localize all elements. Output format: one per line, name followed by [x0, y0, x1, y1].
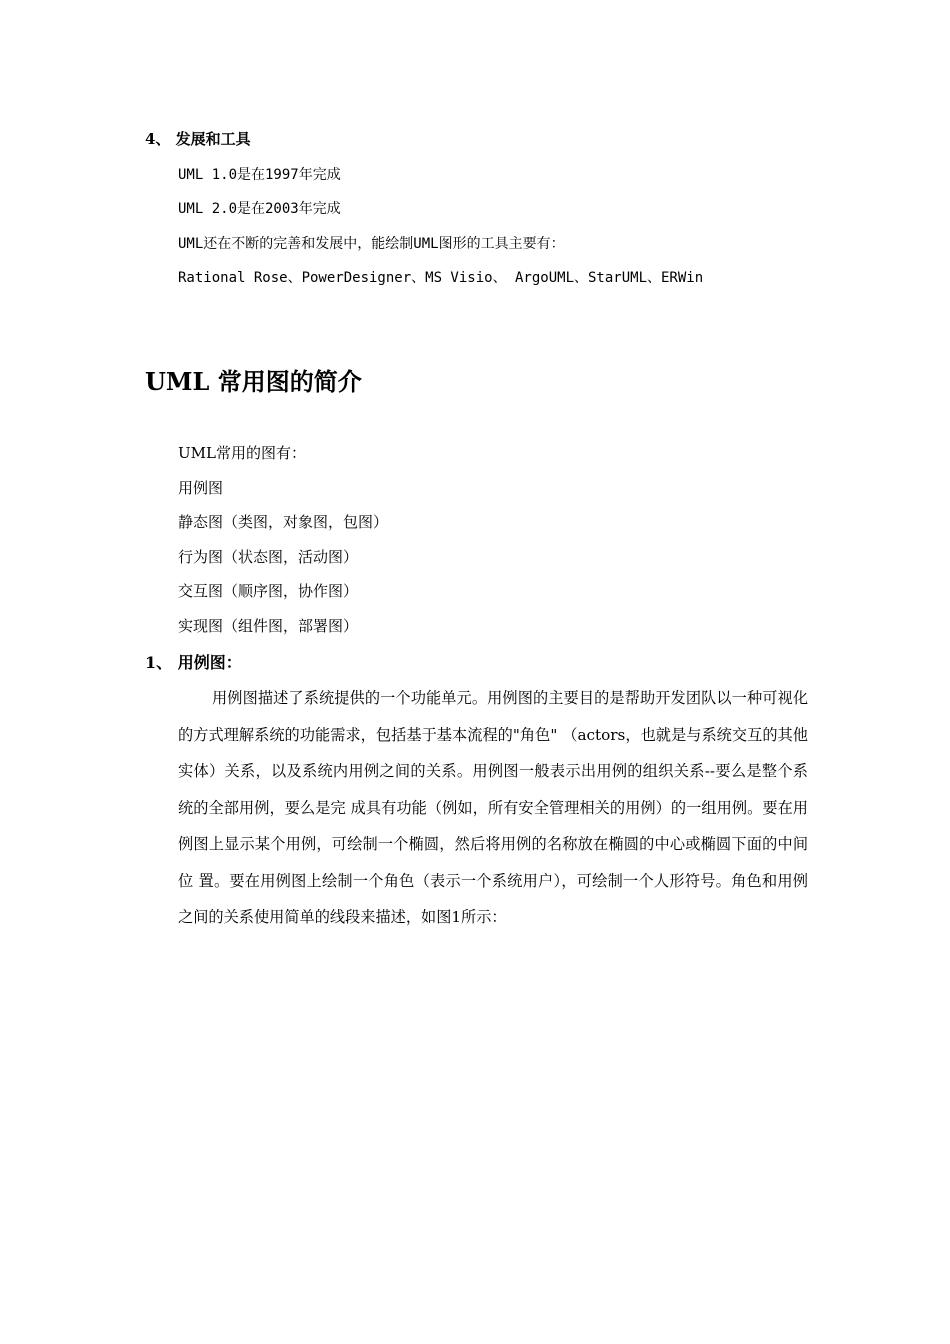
diagram-item-interaction: 交互图（顺序图，协作图）	[178, 582, 359, 600]
tools-list-line: Rational Rose、PowerDesigner、MS Visio、 ArgoUML、StarUML、ERWin	[178, 270, 704, 286]
tools-intro-line: UML还在不断的完善和发展中，能绘制UML图形的工具主要有：	[178, 236, 565, 252]
use-case-paragraph: 用例图描述了系统提供的一个功能单元。用例图的主要目的是帮助开发团队以一种可视化的方式理解系统的功能需求，包括基于基本流程的"角色" （actors，也就是与系统交互的其他实体）关系，以及系统内用例之间的关系。用例图一般表示出用例的组织关系--要么是整个系统的全部用例，要么是完 成具有功能（例如，所有安全管理相关的用例）的一组用例。要在用例图上显示某个用例，可绘制一个椭圆，然后将用例的名称放在椭圆的中心或椭圆下面的中间位 置。要在用例图上绘制一个角色（表示一个系统用户），可绘制一个人形符号。角色和用例之间的关系使用简单的线段来描述，如图1所示：	[178, 689, 808, 926]
diagram-item-behavior: 行为图（状态图，活动图）	[178, 548, 359, 566]
uml-1-0-line: UML 1.0是在1997年完成	[178, 167, 341, 183]
use-case-heading: 1、 用例图：	[145, 653, 242, 672]
diagram-item-use-case: 用例图	[178, 479, 224, 497]
section-heading-development-tools: 4、 发展和工具	[145, 130, 251, 148]
diagram-item-static: 静态图（类图，对象图，包图）	[178, 513, 389, 531]
diagram-list-intro: UML常用的图有：	[178, 444, 306, 462]
page-title: UML 常用图的简介	[145, 367, 362, 396]
uml-2-0-line: UML 2.0是在2003年完成	[178, 201, 341, 217]
diagram-item-implementation: 实现图（组件图，部署图）	[178, 617, 359, 635]
